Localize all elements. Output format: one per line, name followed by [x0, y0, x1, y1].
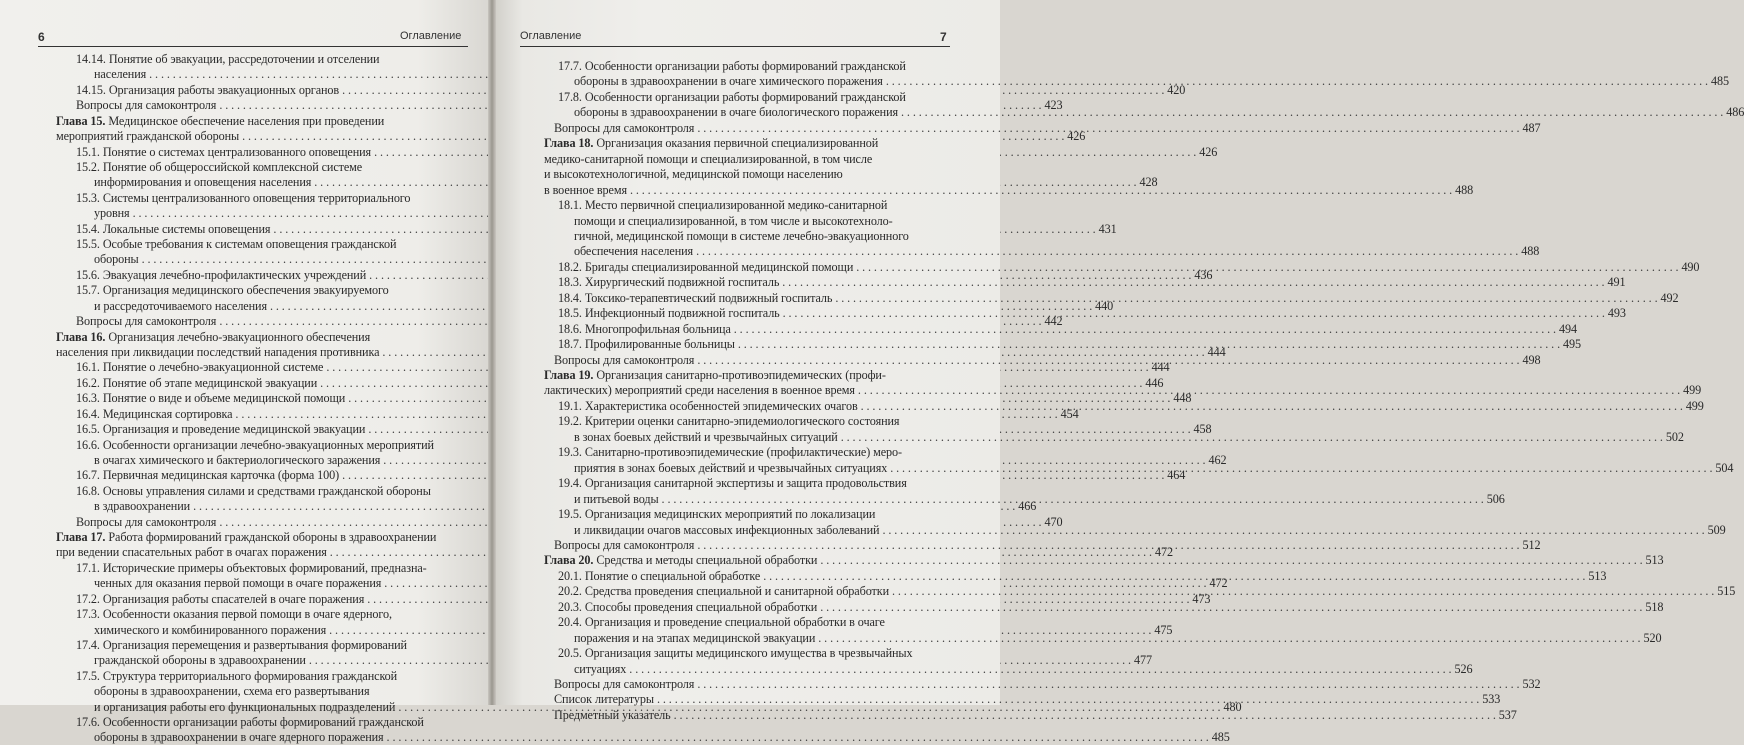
toc-line: [574, 522, 1726, 538]
chapter-title: [544, 136, 878, 151]
toc-line: [574, 630, 1662, 646]
toc-line: [574, 243, 1540, 259]
toc-line: [94, 683, 461, 699]
toc-entry-text: лактических) мероприятий среди населения в военное время: [544, 383, 855, 398]
toc-line: [558, 599, 1664, 615]
page-number: 428: [1139, 175, 1158, 190]
toc-entry-text: 16.5. Организация и проведение медицинской эвакуации: [76, 422, 366, 437]
toc-entry-text: 18.7. Профилированные больницы: [558, 337, 735, 352]
page-number: 440: [1095, 298, 1114, 313]
toc-entry-text: ситуациях: [574, 661, 627, 676]
dot-leader: [697, 353, 1519, 368]
toc-entry-text: 15.1. Понятие о системах централизованного оповещения: [76, 144, 372, 159]
dot-leader: [882, 523, 1704, 538]
chapter-label: Глава 20.: [544, 553, 594, 568]
toc-line: [558, 58, 954, 74]
toc-entry-text: в очагах химического и бактериологического заражения: [94, 452, 381, 467]
page-number: 515: [1717, 584, 1736, 599]
toc-line: [56, 113, 461, 129]
page-number: 490: [1681, 259, 1700, 274]
toc-line: [94, 205, 461, 221]
toc-line: [76, 714, 461, 730]
dot-leader: [696, 244, 1518, 259]
toc-entry-text: Вопросы для самоконтроля: [76, 514, 217, 529]
chapter-title: [56, 530, 436, 545]
chapter-title: [56, 330, 370, 345]
toc-entry-text: Список литературы: [554, 692, 655, 707]
toc-entry-text: 17.8. Особенности организации работы формирований гражданской: [558, 89, 906, 104]
page-number: 458: [1193, 422, 1212, 437]
page-number: 472: [1154, 545, 1173, 560]
dot-leader: [697, 677, 1519, 692]
page-number: 499: [1685, 398, 1704, 413]
toc-entry-text: 20.5. Организация защиты медицинского имущества в чрезвычайных: [558, 646, 913, 661]
toc-entry-text: и питьевой воды: [574, 491, 659, 506]
toc-entry-text: 19.2. Критерии оценки санитарно-эпидемиологического состояния: [558, 414, 900, 429]
toc-entry-text: 17.2. Организация работы спасателей в очаге поражения: [76, 591, 365, 606]
toc-line: [76, 637, 461, 653]
toc-line: [94, 729, 1230, 745]
chapter-text: Средства и методы специальной обработки: [596, 553, 818, 568]
page-number: 462: [1208, 452, 1227, 467]
chapter-label: Глава 15.: [56, 113, 106, 128]
toc-line: [574, 73, 1729, 89]
toc-line: [544, 151, 954, 167]
toc-entry-text: и организация работы его функциональных подразделений: [94, 699, 396, 714]
left-running-head: Оглавление: [400, 30, 462, 42]
toc-entry-text: населения при ликвидации последствий нападения противника: [56, 344, 380, 359]
page-number: 444: [1207, 344, 1226, 359]
toc-entry-text: 17.7. Особенности организации работы формирований гражданской: [558, 59, 906, 73]
dot-leader: [782, 275, 1604, 290]
page-number: 520: [1643, 630, 1662, 645]
toc-entry-text: 15.3. Системы централизованного оповещения территориального: [76, 190, 411, 205]
page-number: 423: [1044, 98, 1063, 113]
dot-leader: [892, 584, 1714, 599]
page-number: 448: [1173, 391, 1192, 406]
toc-entry-text: обороны в здравоохранении, схема его развертывания: [94, 684, 370, 699]
page-number: 513: [1645, 553, 1664, 568]
toc-entry-text: помощи и специализированной, в том числе и высокотехноло-: [574, 213, 893, 228]
toc-entry-text: 20.4. Организация и проведение специальной обработки в очаге: [558, 615, 885, 630]
toc-entry-text: Вопросы для самоконтроля: [554, 352, 695, 367]
page-number: 444: [1151, 360, 1170, 375]
dot-leader: [901, 105, 1723, 120]
page-number: 512: [1522, 537, 1541, 552]
toc-line: [76, 437, 461, 453]
dot-leader: [697, 538, 1519, 553]
page-number: 488: [1455, 182, 1474, 197]
toc-entry-text: 16.7. Первичная медицинская карточка (форма 100): [76, 468, 340, 483]
toc-entry-text: 18.1. Место первичной специализированной медико-санитарной: [558, 198, 888, 213]
toc-entry-text: ченных для оказания первой помощи в очаге поражения: [94, 576, 382, 591]
toc-entry-text: и высокотехнологичной, медицинской помощи населению: [544, 167, 843, 182]
toc-entry-text: в здравоохранении: [94, 499, 191, 514]
dot-leader: [890, 461, 1712, 476]
toc-line: [76, 606, 461, 622]
dot-leader: [820, 600, 1642, 615]
toc-entry-text: 15.4. Локальные системы оповещения: [76, 221, 271, 236]
dot-leader: [630, 183, 1452, 198]
toc-entry-text: при ведении спасательных работ в очагах поражения: [56, 545, 327, 560]
page-number: 442: [1044, 314, 1063, 329]
page-number: 533: [1482, 692, 1501, 707]
toc-entry-text: химического и комбинированного поражения: [94, 622, 327, 637]
page-number: 426: [1199, 144, 1218, 159]
page-number: 518: [1645, 599, 1664, 614]
toc-line: [544, 135, 954, 151]
page-number: 470: [1044, 514, 1063, 529]
toc-entry-text: гичной, медицинской помощи в системе лечебно-эвакуационного: [574, 228, 909, 243]
toc-entry-text: в зонах боевых действий и чрезвычайных ситуаций: [574, 429, 838, 444]
toc-line: [544, 166, 954, 182]
chapter-text: Организация лечебно-эвакуационного обеспечения: [108, 329, 371, 344]
toc-entry-text: 18.2. Бригады специализированной медицинской помощи: [558, 259, 854, 274]
right-header-rule: [520, 46, 950, 47]
toc-line: [558, 413, 954, 429]
page-number: 486: [1726, 105, 1744, 120]
toc-entry-text: гражданской обороны в здравоохранении: [94, 653, 306, 668]
page-number: 488: [1521, 244, 1540, 259]
toc-entry-text: населения: [94, 67, 147, 82]
toc-line: [56, 329, 461, 345]
page-number: 487: [1522, 120, 1541, 135]
page-number: 495: [1563, 337, 1582, 352]
toc-line: [76, 190, 461, 206]
toc-line: [76, 483, 461, 499]
toc-entry-text: 20.2. Средства проведения специальной и санитарной обработки: [558, 584, 890, 599]
chapter-title: [56, 114, 384, 129]
book-gutter: [488, 0, 496, 705]
dot-leader: [763, 569, 1585, 584]
toc-entry-text: 16.8. Основы управления силами и средствами гражданской обороны: [76, 483, 431, 498]
page-number: 502: [1665, 429, 1684, 444]
toc-entry-text: уровня: [94, 206, 130, 221]
toc-line: [554, 707, 1517, 723]
page-number: 454: [1060, 406, 1079, 421]
toc-entry-text: мероприятий гражданской обороны: [56, 129, 240, 144]
toc-line: [558, 89, 954, 105]
page-number: 492: [1660, 290, 1679, 305]
chapter-label: Глава 19.: [544, 368, 594, 382]
chapter-label: Глава 18.: [544, 136, 594, 151]
toc-line: [558, 614, 954, 630]
dot-leader: [783, 306, 1605, 321]
page-number: 473: [1192, 591, 1211, 606]
page-number: 446: [1145, 375, 1164, 390]
dot-leader: [858, 383, 1680, 398]
toc-entry-text: поражения и на этапах медицинской эвакуации: [574, 630, 816, 645]
toc-entry-text: Вопросы для самоконтроля: [76, 314, 217, 329]
page-number: 475: [1154, 622, 1173, 637]
toc-entry-text: 15.7. Организация медицинского обеспечения эвакуируемого: [76, 283, 389, 298]
toc-line: [76, 668, 461, 684]
page-number: 526: [1454, 661, 1473, 676]
toc-entry-text: 19.5. Организация медицинских мероприятий по локализации: [558, 507, 876, 522]
dot-leader: [835, 291, 1657, 306]
page-number: 464: [1167, 468, 1186, 483]
toc-entry-text: 19.3. Санитарно-противоэпидемические (профилактические) меро-: [558, 445, 903, 460]
toc-entry-text: 18.4. Токсико-терапевтический подвижный госпиталь: [558, 290, 833, 305]
toc-entry-text: обороны: [94, 252, 139, 267]
dot-leader: [674, 708, 1496, 723]
toc-line: [94, 251, 461, 267]
toc-entry-text: и ликвидации очагов массовых инфекционных заболеваний: [574, 522, 880, 537]
chapter-label: Глава 16.: [56, 329, 106, 344]
toc-entry-text: Вопросы для самоконтроля: [554, 537, 695, 552]
toc-entry-text: Вопросы для самоконтроля: [554, 120, 695, 135]
page-number: 498: [1522, 352, 1541, 367]
dot-leader: [886, 74, 1708, 89]
toc-line: [574, 228, 954, 244]
toc-entry-text: 17.3. Особенности оказания первой помощи в очаге ядерного,: [76, 607, 392, 622]
dot-leader: [387, 730, 1209, 745]
toc-line: [558, 475, 954, 491]
chapter-title: [544, 368, 886, 383]
toc-line: [76, 282, 461, 298]
dot-leader: [662, 492, 1484, 507]
page-number: 420: [1167, 82, 1186, 97]
toc-entry-text: информирования и оповещения населения: [94, 175, 312, 190]
toc-entry-text: 16.3. Понятие о виде и объеме медицинской помощи: [76, 391, 346, 406]
toc-line: [76, 560, 461, 576]
toc-entry-text: Вопросы для самоконтроля: [76, 98, 217, 113]
toc-line: [76, 236, 461, 252]
toc-entry-text: обороны в здравоохранении в очаге ядерного поражения: [94, 730, 384, 745]
dot-leader: [818, 631, 1640, 646]
dot-leader: [738, 337, 1560, 352]
toc-entry-text: 16.2. Понятие об этапе медицинской эвакуации: [76, 375, 318, 390]
toc-entry-text: обеспечения населения: [574, 244, 694, 259]
toc-entry-text: Вопросы для самоконтроля: [554, 677, 695, 691]
page-number: 477: [1134, 653, 1152, 668]
toc-entry-text: Предметный указатель: [554, 707, 671, 722]
page-number: 537: [1498, 707, 1517, 722]
toc-entry-text: 16.4. Медицинская сортировка: [76, 406, 233, 421]
page-number: 509: [1707, 522, 1726, 537]
toc-line: [56, 529, 461, 545]
toc-entry-text: медико-санитарной помощи и специализированной, в том числе: [544, 151, 873, 166]
toc-line: [558, 645, 954, 661]
page-number: 494: [1558, 321, 1577, 336]
page-number: 491: [1607, 275, 1626, 290]
chapter-label: Глава 17.: [56, 530, 106, 545]
page-number: 466: [1018, 499, 1037, 514]
toc-entry-text: 17.5. Структура территориального формирования гражданской: [76, 668, 398, 683]
toc-entry-text: 16.6. Особенности организации лечебно-эвакуационных мероприятий: [76, 437, 434, 452]
dot-leader: [697, 121, 1519, 136]
chapter-text: Организация оказания первичной специализированной: [596, 136, 879, 151]
page-number: 493: [1607, 306, 1626, 321]
toc-line: [558, 197, 954, 213]
toc-entry-text: 17.1. Исторические примеры объектовых формирований, предназна-: [76, 560, 427, 575]
toc-line: [76, 51, 461, 67]
page-number: 504: [1715, 460, 1734, 475]
toc-entry-text: приятия в зонах боевых действий и чрезвычайных ситуациях: [574, 460, 888, 475]
toc-entry-text: 18.3. Хирургический подвижной госпиталь: [558, 275, 780, 290]
toc-entry-text: 20.1. Понятие о специальной обработке: [558, 568, 761, 583]
page-number: 480: [1223, 699, 1242, 714]
toc-entry-text: 15.5. Особые требования к системам оповещения гражданской: [76, 237, 397, 252]
toc-entry-text: 14.14. Понятие об эвакуации, рассредоточении и отселении: [76, 52, 380, 66]
toc-entry-text: 14.15. Организация работы эвакуационных органов: [76, 82, 340, 97]
page-number: 485: [1711, 74, 1729, 89]
toc-entry-text: 15.2. Понятие об общероссийской комплексной системе: [76, 159, 363, 174]
toc-entry-text: 19.4. Организация санитарной экспертизы и защита продовольствия: [558, 476, 907, 491]
toc-entry-text: 18.5. Инфекционный подвижной госпиталь: [558, 306, 780, 321]
toc-entry-text: 20.3. Способы проведения специальной обработки: [558, 599, 818, 614]
toc-entry-text: обороны в здравоохранении в очаге химического поражения: [574, 74, 883, 89]
left-header-rule: [38, 46, 468, 47]
toc-entry-text: и рассредоточиваемого населения: [94, 298, 267, 313]
page-number: 431: [1098, 221, 1117, 236]
page-number: 472: [1209, 576, 1228, 591]
toc-line: [558, 506, 954, 522]
dot-leader: [856, 260, 1678, 275]
dot-leader: [861, 399, 1683, 414]
page-number: 513: [1588, 568, 1607, 583]
chapter-title: [544, 553, 817, 568]
dot-leader: [629, 662, 1451, 677]
toc-line: [574, 213, 954, 229]
page-number: 426: [1067, 129, 1086, 144]
toc-entry-text: 17.4. Организация перемещения и развертывания формирований: [76, 637, 407, 652]
toc-line: [544, 367, 954, 383]
dot-leader: [734, 322, 1556, 337]
toc-entry-text: 17.6. Особенности организации работы формирований гражданской: [76, 715, 424, 730]
dot-leader: [657, 692, 1479, 707]
chapter-text: Организация санитарно-противоэпидемических (профи-: [596, 368, 886, 382]
toc-line: [94, 66, 461, 82]
page-number: 506: [1486, 491, 1505, 506]
page-number: 532: [1522, 677, 1541, 691]
toc-line: [574, 661, 1473, 677]
page-number: 485: [1211, 730, 1230, 745]
chapter-text: Медицинское обеспечение населения при проведении: [108, 113, 385, 128]
toc-entry-text: обороны в здравоохранении в очаге биологического поражения: [574, 105, 899, 120]
dot-leader: [841, 430, 1663, 445]
toc-entry-text: 18.6. Многопрофильная больница: [558, 321, 731, 336]
page-number: 436: [1194, 267, 1213, 282]
toc-line: [554, 676, 1541, 692]
toc-entry-text: в военное время: [544, 182, 627, 197]
right-page-number: 7: [940, 30, 947, 44]
page-number: 499: [1683, 383, 1702, 398]
toc-entry-text: 15.6. Эвакуация лечебно-профилактических учреждений: [76, 267, 367, 282]
right-running-head: Оглавление: [520, 30, 582, 42]
chapter-text: Работа формирований гражданской обороны в здравоохранении: [108, 530, 437, 545]
left-page-number: 6: [38, 30, 45, 44]
toc-line: [76, 159, 461, 175]
dot-leader: [820, 553, 1642, 568]
toc-entry-text: 19.1. Характеристика особенностей эпидемических очагов: [558, 398, 858, 413]
toc-entry-text: 16.1. Понятие о лечебно-эвакуационной системе: [76, 360, 324, 375]
toc-line: [554, 120, 1541, 136]
toc-line: [558, 444, 954, 460]
